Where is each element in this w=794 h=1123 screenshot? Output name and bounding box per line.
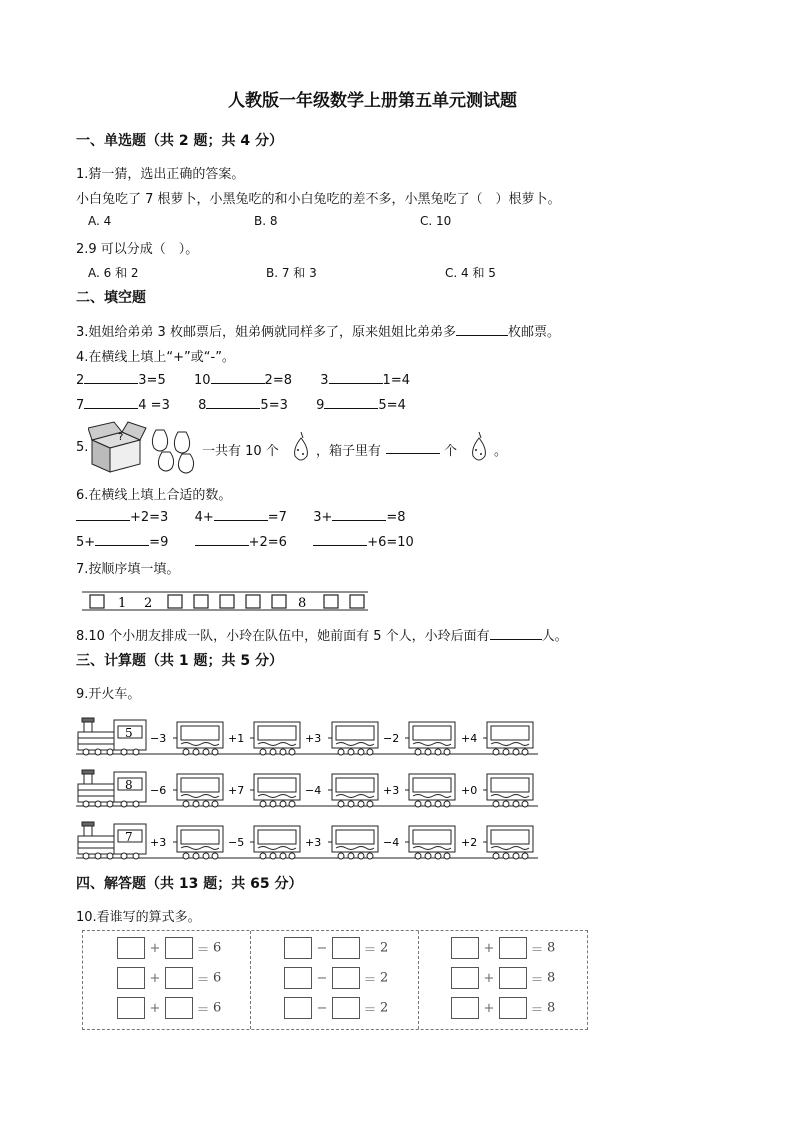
train-row <box>76 766 540 810</box>
q3-text: 3.姐姐给弟弟 3 枚邮票后，姐弟俩就同样多了，原来姐姐比弟弟多 <box>76 325 456 340</box>
operator-label: −4 <box>305 784 322 797</box>
q4-item: 3=5 <box>138 373 166 388</box>
q3 <box>76 321 560 340</box>
start-number: 7 <box>125 830 133 844</box>
wagon-icon <box>250 774 300 807</box>
q6-item: =9 <box>149 535 169 550</box>
q4-item: 7 <box>76 398 85 413</box>
number-box <box>90 595 104 608</box>
result: 2 <box>380 1000 389 1016</box>
q4-blank[interactable] <box>211 371 265 384</box>
answer-box[interactable] <box>499 967 527 989</box>
q4-blank[interactable] <box>324 396 378 409</box>
result: 8 <box>547 970 556 986</box>
answer-box <box>258 830 296 844</box>
q2-stem: 2.9 可以分成（ ）。 <box>76 242 199 257</box>
wagon-icon <box>483 826 533 859</box>
q8-text: 8.10 个小朋友排成一队，小玲在队伍中，她前面有 5 个人，小玲后面有 <box>76 629 490 644</box>
page-title: 人教版一年级数学上册第五单元测试题 <box>228 91 517 111</box>
answer-box[interactable] <box>117 937 145 959</box>
wagon-icon <box>328 722 378 755</box>
operator: + <box>149 1000 161 1016</box>
q8-blank[interactable] <box>490 627 542 640</box>
answer-box[interactable] <box>284 997 312 1019</box>
operator-label: −2 <box>383 732 400 745</box>
result: 2 <box>380 970 389 986</box>
q5-text-d: 。 <box>494 444 508 459</box>
equation <box>117 997 221 1019</box>
answer-box <box>336 830 374 844</box>
equation <box>117 937 221 959</box>
wagon-icon <box>483 774 533 807</box>
pear-icon <box>288 430 314 466</box>
answer-box[interactable] <box>451 997 479 1019</box>
answer-box <box>336 726 374 740</box>
q1-option-a[interactable]: A. 4 <box>88 214 112 228</box>
q6-item: 3+ <box>313 510 333 525</box>
q4-row2 <box>76 396 406 413</box>
result: 2 <box>380 940 389 956</box>
operator-label: +3 <box>305 836 322 849</box>
q4-item: 3 <box>320 373 329 388</box>
number-box <box>324 595 338 608</box>
result: 6 <box>213 1000 222 1016</box>
q6-stem: 6.在横线上填上合适的数。 <box>76 488 232 503</box>
answer-box[interactable] <box>117 997 145 1019</box>
operator-label: +0 <box>461 784 478 797</box>
q1-option-b[interactable]: B. 8 <box>254 214 278 228</box>
wagon-icon <box>405 774 455 807</box>
operator-label: −6 <box>150 784 167 797</box>
operator-label: +3 <box>150 836 167 849</box>
operator-label: +4 <box>461 732 478 745</box>
q4-item: 4 =3 <box>138 398 170 413</box>
equation <box>284 967 388 989</box>
q4-item: 5=4 <box>378 398 406 413</box>
equals-sign: ＝ <box>363 942 377 958</box>
equals-sign: ＝ <box>530 1002 544 1018</box>
q9-stem: 9.开火车。 <box>76 687 141 702</box>
operator: + <box>483 970 495 986</box>
answer-box <box>413 830 451 844</box>
answer-box[interactable] <box>284 937 312 959</box>
q4-item: 8 <box>198 398 207 413</box>
result: 8 <box>547 940 556 956</box>
q8 <box>76 625 568 644</box>
q10-equation-grid <box>82 930 588 1030</box>
answer-box[interactable] <box>332 967 360 989</box>
q3-blank[interactable] <box>456 323 508 336</box>
wagon-icon <box>173 774 223 807</box>
wagon-icon <box>173 722 223 755</box>
q3-text-end: 枚邮票。 <box>507 325 560 340</box>
q6-blank[interactable] <box>313 533 367 546</box>
q6-blank[interactable] <box>195 533 249 546</box>
q4-row1 <box>76 371 410 388</box>
equation <box>451 937 555 959</box>
train-row <box>76 714 540 758</box>
answer-box <box>336 778 374 792</box>
q6-blank[interactable] <box>76 508 130 521</box>
section-single-choice: 一、单选题（共 2 题；共 4 分） <box>76 133 283 149</box>
q5-text-b: ，箱子里有 <box>316 444 382 459</box>
q8-text-end: 人。 <box>541 629 568 644</box>
pear-icon <box>466 430 492 466</box>
operator-label: +1 <box>228 732 245 745</box>
number-box <box>220 595 234 608</box>
wagon-icon <box>405 722 455 755</box>
operator: − <box>316 1000 328 1016</box>
equals-sign: ＝ <box>363 972 377 988</box>
q6-row2 <box>76 533 414 550</box>
operator: − <box>316 940 328 956</box>
number-label: 2 <box>144 596 153 611</box>
number-line <box>78 584 374 616</box>
number-box <box>272 595 286 608</box>
answer-box[interactable] <box>499 937 527 959</box>
equation <box>451 997 555 1019</box>
q5-blank[interactable] <box>386 441 440 454</box>
q4-item: 1=4 <box>382 373 410 388</box>
equals-sign: ＝ <box>530 942 544 958</box>
equation <box>451 967 555 989</box>
wagon-icon <box>328 774 378 807</box>
svg-text:?: ? <box>118 432 124 443</box>
operator-label: −5 <box>228 836 245 849</box>
q4-item: 5=3 <box>260 398 288 413</box>
wagon-icon <box>405 826 455 859</box>
locomotive-icon <box>78 718 146 755</box>
q4-item: 9 <box>316 398 325 413</box>
number-box <box>168 595 182 608</box>
answer-box[interactable] <box>284 967 312 989</box>
locomotive-icon <box>78 822 146 859</box>
answer-box[interactable] <box>451 967 479 989</box>
answer-box[interactable] <box>165 937 193 959</box>
q2-option-a[interactable]: A. 6 和 2 <box>88 266 139 280</box>
section-fill-blank: 二、填空题 <box>76 290 146 306</box>
operator: + <box>149 970 161 986</box>
q4-blank[interactable] <box>84 396 138 409</box>
answer-box <box>413 778 451 792</box>
wagon-icon <box>328 826 378 859</box>
wagon-icon <box>173 826 223 859</box>
q4-item: 2 <box>76 373 85 388</box>
number-box <box>194 595 208 608</box>
q5-text-a: 一共有 10 个 <box>202 444 279 459</box>
operator: − <box>316 970 328 986</box>
q6-blank[interactable] <box>332 508 386 521</box>
answer-box[interactable] <box>499 997 527 1019</box>
q4-stem: 4.在横线上填上“+”或“-”。 <box>76 350 235 365</box>
answer-box[interactable] <box>117 967 145 989</box>
answer-box <box>491 778 529 792</box>
q2-option-b[interactable]: B. 7 和 3 <box>266 266 317 280</box>
result: 8 <box>547 1000 556 1016</box>
answer-box <box>258 778 296 792</box>
answer-box <box>258 726 296 740</box>
answer-box[interactable] <box>451 937 479 959</box>
q6-item: 4+ <box>194 510 214 525</box>
q6-item: =7 <box>267 510 287 525</box>
operator-label: −3 <box>150 732 167 745</box>
q6-blank[interactable] <box>95 533 149 546</box>
equation <box>117 967 221 989</box>
operator-label: +7 <box>228 784 245 797</box>
equals-sign: ＝ <box>196 972 210 988</box>
q6-blank[interactable] <box>214 508 268 521</box>
q6-row1 <box>76 508 406 525</box>
result: 6 <box>213 970 222 986</box>
q4-blank[interactable] <box>84 371 138 384</box>
q10-stem: 10.看谁写的算式多。 <box>76 910 201 925</box>
equals-sign: ＝ <box>196 1002 210 1018</box>
box-with-pears-icon <box>88 418 200 474</box>
result: 6 <box>213 940 222 956</box>
wagon-icon <box>483 722 533 755</box>
wagon-icon <box>250 722 300 755</box>
q6-item: +2=3 <box>130 510 169 525</box>
q6-item: =8 <box>386 510 406 525</box>
q5-text-c: 个 <box>444 444 458 459</box>
wagon-icon <box>250 826 300 859</box>
equals-sign: ＝ <box>363 1002 377 1018</box>
answer-box <box>181 726 219 740</box>
q1-option-c[interactable]: C. 10 <box>420 214 452 228</box>
number-label: 1 <box>118 596 127 611</box>
equals-sign: ＝ <box>196 942 210 958</box>
answer-box[interactable] <box>332 937 360 959</box>
start-number: 5 <box>125 726 133 740</box>
answer-box[interactable] <box>165 967 193 989</box>
answer-box <box>491 830 529 844</box>
operator-label: +3 <box>305 732 322 745</box>
number-label: 8 <box>298 596 307 611</box>
equation <box>284 937 388 959</box>
number-box <box>350 595 364 608</box>
q6-item: +6=10 <box>367 535 414 550</box>
q1-text: 小白兔吃了 7 根萝卜，小黑兔吃的和小白兔吃的差不多，小黑兔吃了（ ）根萝卜。 <box>76 192 561 207</box>
equation <box>284 997 388 1019</box>
q6-item: 5+ <box>76 535 96 550</box>
answer-box <box>413 726 451 740</box>
answer-box <box>491 726 529 740</box>
q4-blank[interactable] <box>329 371 383 384</box>
section-answer: 四、解答题（共 13 题；共 65 分） <box>76 876 303 892</box>
q5-number: 5. <box>76 440 89 455</box>
answer-box <box>181 778 219 792</box>
equals-sign: ＝ <box>530 972 544 988</box>
operator: + <box>483 940 495 956</box>
q4-item: 10 <box>194 373 211 388</box>
q4-blank[interactable] <box>206 396 260 409</box>
answer-box[interactable] <box>165 997 193 1019</box>
start-number: 8 <box>125 778 133 792</box>
operator: + <box>483 1000 495 1016</box>
q2-option-c[interactable]: C. 4 和 5 <box>445 266 496 280</box>
answer-box <box>181 830 219 844</box>
q7-stem: 7.按顺序填一填。 <box>76 562 180 577</box>
operator-label: −4 <box>383 836 400 849</box>
operator: + <box>149 940 161 956</box>
operator-label: +2 <box>461 836 478 849</box>
q4-item: 2=8 <box>264 373 292 388</box>
train-row <box>76 818 540 862</box>
number-box <box>246 595 260 608</box>
operator-label: +3 <box>383 784 400 797</box>
locomotive-icon <box>78 770 146 807</box>
answer-box[interactable] <box>332 997 360 1019</box>
q6-item: +2=6 <box>248 535 287 550</box>
q1-stem: 1.猜一猜，选出正确的答案。 <box>76 167 245 182</box>
section-calculation: 三、计算题（共 1 题；共 5 分） <box>76 653 283 669</box>
